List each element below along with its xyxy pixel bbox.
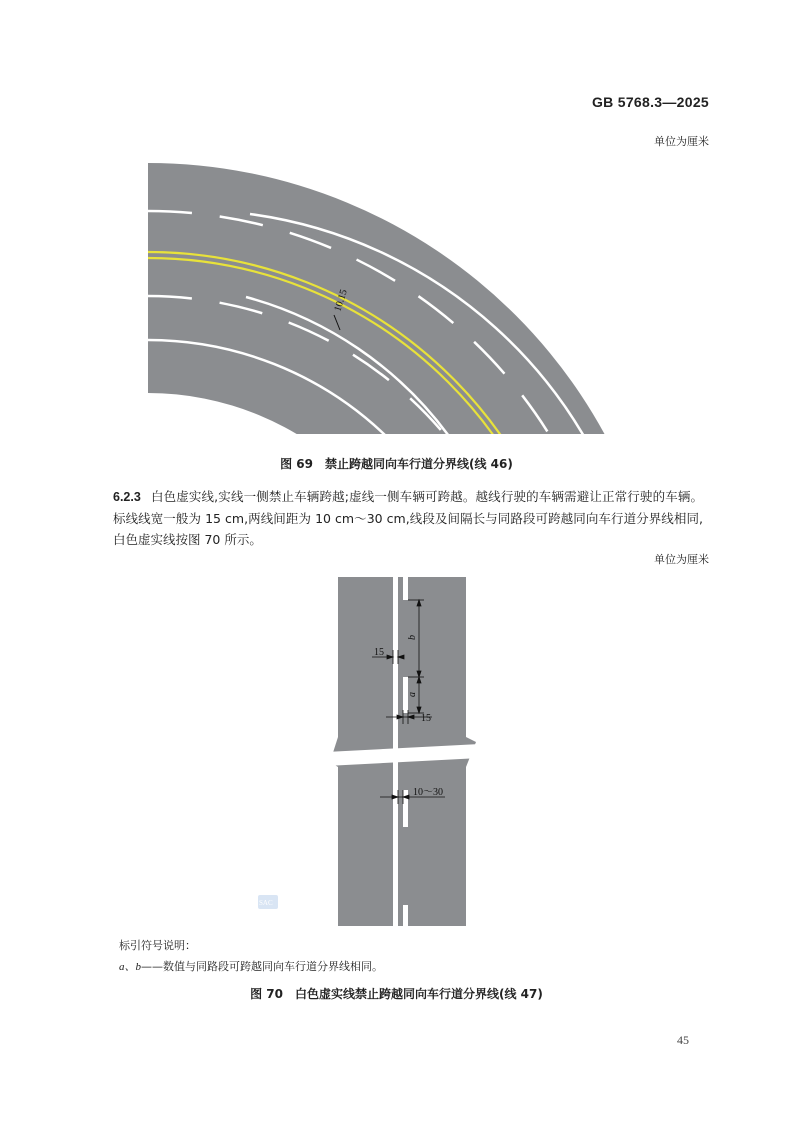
legend-text: ——数值与同路段可跨越同向车行道分界线相同。 [141, 960, 383, 973]
road-surface-lower [338, 767, 466, 926]
dimension-b-label: b [407, 635, 418, 640]
standard-code: GB 5768.3—2025 [591, 94, 709, 110]
clause-text: 白色虚实线,实线一侧禁止车辆跨越;虚线一侧车辆可跨越。越线行驶的车辆需避让正常行驶的车辆。标线线宽一般为 15 cm,两线间距为 10 cm～30 cm,线段及间隔长与同路段可跨越同向车行道分界线相同,白色虚实线按图 70 所示。 [113, 489, 703, 547]
clause-number: 6.2.3 [113, 490, 141, 504]
figure-70-caption: 图 70 白色虚实线禁止跨越同向车行道分界线(线 47) [250, 987, 543, 1001]
dashed-white-segment [403, 905, 408, 926]
solid-white-line [393, 577, 398, 926]
svg-text:SAC: SAC [259, 899, 273, 907]
page-number: 45 [677, 1033, 689, 1047]
legend-title: 标引符号说明： [119, 939, 196, 952]
dimension-15-left-label: 15 [374, 647, 384, 658]
dimension-15-right-label: 15 [421, 713, 431, 724]
unit-label-fig69: 单位为厘米 [654, 135, 709, 148]
dimension-a-label: a [407, 692, 418, 697]
figure-69-caption: 图 69 禁止跨越同向车行道分界线(线 46) [280, 457, 513, 471]
dimension-label-0-15: 10.15 [332, 288, 350, 313]
legend-item [119, 958, 383, 974]
unit-label-fig70: 单位为厘米 [654, 553, 709, 566]
dimension-spacing-label: 10～30 [413, 787, 443, 798]
sac-watermark-logo [258, 895, 278, 909]
dashed-white-segment [403, 577, 408, 600]
legend-symbols: a、b [119, 961, 141, 973]
